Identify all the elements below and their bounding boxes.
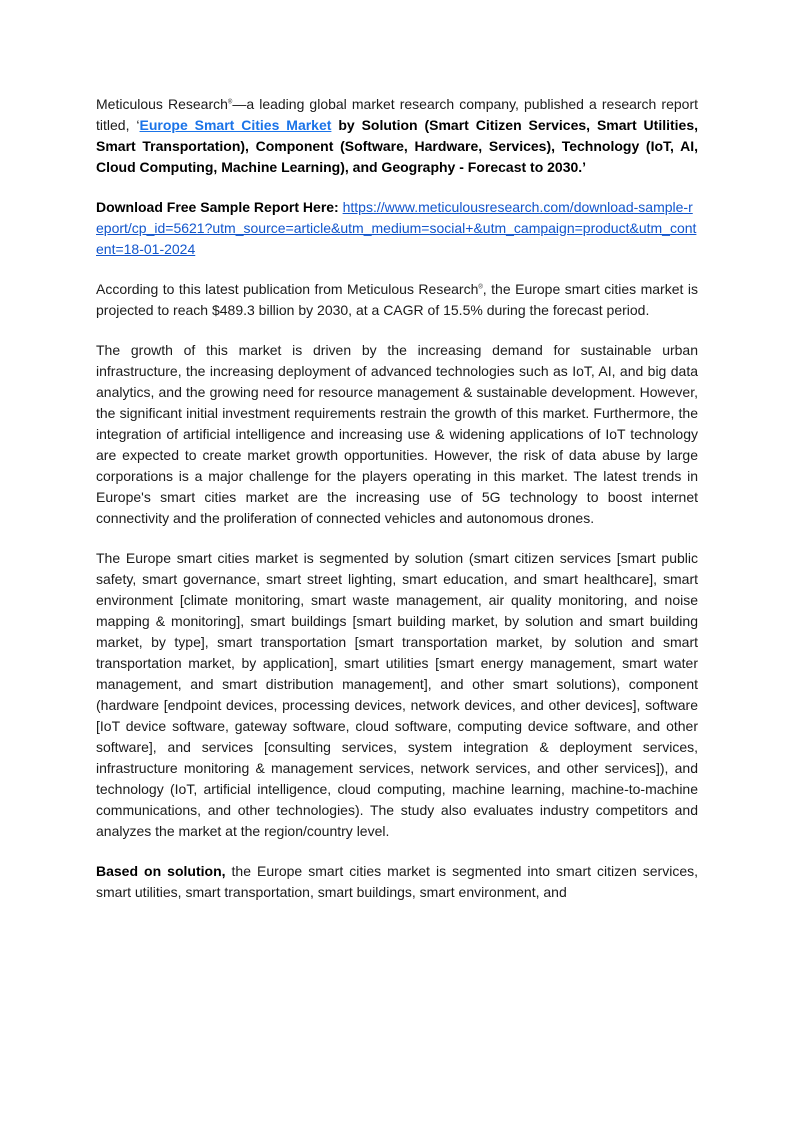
growth-paragraph: The growth of this market is driven by the increasing demand for sustainable urban infrastructure, the increasing deployment of advanced technologies such as IoT, AI, and big data analytics, and the growing need for resource management & sustainable development. However, the significant initial investment requirements restrain the growth of this market. Furthermore, the integration of artificial intelligence and increasing use & widening applications of IoT technology are expected to create market growth opportunities. However, the risk of data abuse by large corporations is a major challenge for the players operating in this market. The latest trends in Europe's smart cities market are the increasing use of 5G technology to boost internet connectivity and the proliferation of connected vehicles and autonomous drones. [96,342,698,526]
solution-paragraph [96,861,698,903]
segmentation-paragraph: The Europe smart cities market is segmented by solution (smart citizen services [smart public safety, smart governance, smart street lighting, smart education, and smart healthcare], smart environment [climate monitoring, smart waste management, air quality monitoring, and noise mapping & monitoring], smart buildings [smart building market, by solution and smart building market, by type], smart transportation [smart transportation market, by solution and smart transportation market, by application], smart utilities [smart energy management, smart water management, and smart distribution management], and other smart solutions), component (hardware [endpoint devices, processing devices, network devices, and other devices], software [IoT device software, gateway software, cloud software, computing device software, and other software], and services [consulting services, system integration & deployment services, infrastructure monitoring & management services, network services, and other services]), and technology (IoT, artificial intelligence, cloud computing, machine learning, machine-to-machine communications, and other technologies). The study also evaluates industry competitors and analyzes the market at the region/country level. [96,550,698,839]
forecast-text-after: , the Europe smart cities market is projected to reach $489.3 billion by 2030, at a CAGR of 15.5% during the forecast period. [96,281,698,318]
download-label: Download Free Sample Report Here: [96,199,339,215]
report-title-rest: by Solution (Smart Citizen Services, Smart Utilities, Smart Transportation), Component (Software, Hardware, Services), Technology (IoT, AI, Cloud Computing, Machine Learning), and Geography - Forecast to 2030.’ [96,117,699,175]
solution-lead: Based on solution, [96,863,226,879]
intro-lead-text: —a leading global market research company, published a research report titled, ‘ [96,96,698,133]
document-page [96,94,698,922]
forecast-paragraph [96,279,698,321]
download-paragraph [96,197,698,260]
registered-mark: ® [227,99,233,106]
registered-mark: ® [478,284,483,291]
sample-report-link[interactable]: https://www.meticulousresearch.com/download-sample-report/cp_id=5621?utm_source=article&utm_medium=social+&utm_campaign=product&utm_content=18-01-2024 [96,199,697,257]
solution-text: the Europe smart cities market is segmented into smart citizen services, smart utilities, smart transportation, smart buildings, smart environment, and [96,863,698,900]
company-name: Meticulous Research [96,96,228,112]
report-title-link[interactable]: Europe Smart Cities Market [139,117,332,133]
forecast-text-before: According to this latest publication from Meticulous Research [96,281,479,297]
intro-paragraph [96,94,698,178]
